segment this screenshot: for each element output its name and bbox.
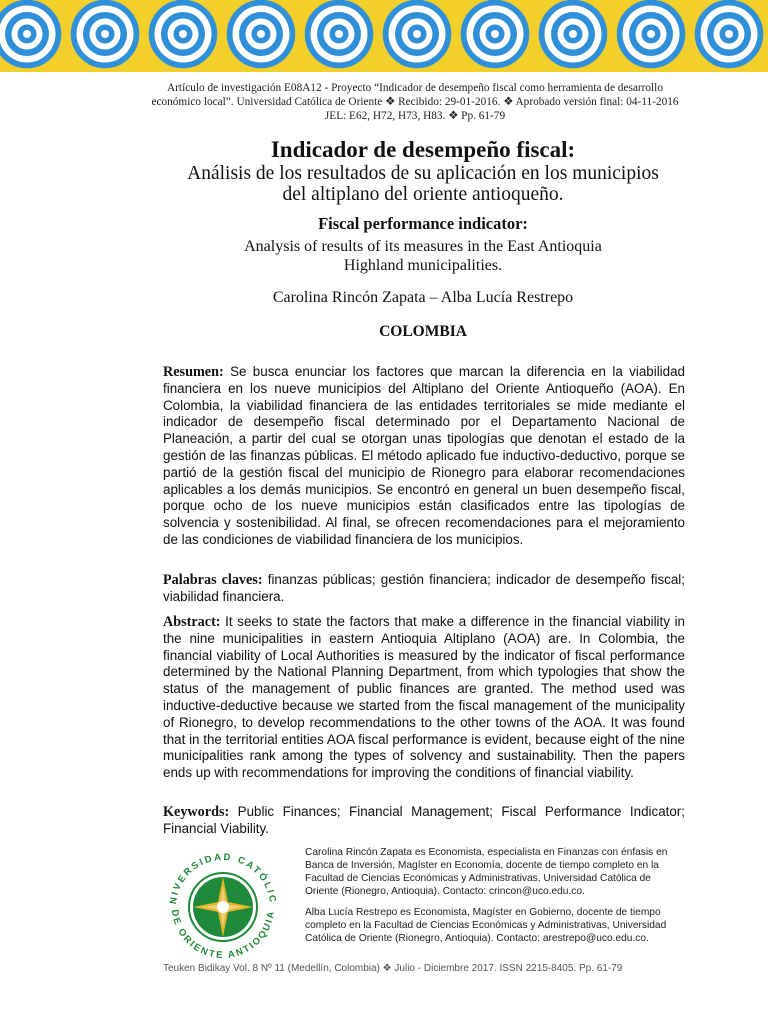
banner-target-circle — [694, 0, 764, 69]
banner-target-circle — [148, 0, 218, 69]
decorative-banner — [0, 0, 768, 72]
university-seal-icon — [162, 846, 284, 968]
english-subtitle-line-2: Highland municipalities. — [343, 257, 503, 274]
article-subtitle — [140, 163, 706, 205]
author-bio-1: Carolina Rincón Zapata es Economista, especialista en Finanzas con énfasis en Banca de Inversión, Magíster en Economía, docente de tiempo completo en la Facultad de Ciencias Económicas y Administrativas, Universidad Católica de Oriente (Rionegro, Antioquia). Contacto: crincon@uco.edu.co. — [305, 847, 668, 897]
banner-target-circle — [538, 0, 608, 69]
subtitle-line-2: del altiplano del oriente antioqueño. — [282, 184, 564, 205]
metadata-line-3: JEL: E62, H72, H73, H83. ❖ Pp. 61-79 — [324, 110, 506, 122]
english-subtitle — [140, 237, 706, 275]
resumen-text: Se busca enunciar los factores que marcan la diferencia en la viabilidad financiera en los nueve municipios del Altiplano del Oriente Antioqueño (AOA). En Colombia, la viabilidad financiera de las entidades territoriales se mide mediante el indicador de desempeño fiscal determinado por el Departamento Nacional de Planeación, a partir del cual se otorgan unas tipologías que denotan el estado de la gestión de las finanzas públicas. El método aplicado fue inductivo-deductivo, porque se partió de la gestión fiscal del municipio de Rionegro para elaborar recomendaciones aplicables a los demás municipios. Se encontró en general un buen desempeño fiscal, porque ocho de los nueve municipios están clasificados entre las tipologías de solvencia y sostenibilidad. Al final, se ofrecen recomendaciones para el mejoramiento de las condiciones de viabilidad financiera de los municipios. — [163, 364, 685, 547]
resumen-paragraph — [163, 364, 685, 549]
keywords-paragraph — [163, 804, 685, 838]
author-bios — [305, 846, 687, 953]
keywords-text: Public Finances; Financial Management; Fiscal Performance Indicator; Financial Viability. — [163, 804, 685, 836]
concentric-circles-pattern — [0, 0, 768, 72]
banner-target-circle — [304, 0, 374, 69]
abstract-paragraph — [163, 614, 685, 782]
article-metadata — [150, 81, 680, 123]
journal-footer: Teuken Bidikay Vol. 8 Nº 11 (Medellín, Colombia) ❖ Julio - Diciembre 2017. ISSN 2215-8405. Pp. 61-79 — [163, 963, 623, 974]
palabras-claves-text: finanzas públicas; gestión financiera; indicador de desempeño fiscal; viabilidad financiera. — [163, 572, 685, 604]
english-title: Fiscal performance indicator: — [318, 214, 528, 233]
banner-target-circle — [616, 0, 686, 69]
logo-center-dot — [217, 901, 229, 913]
banner-target-circle — [382, 0, 452, 69]
authors: Carolina Rincón Zapata – Alba Lucía Restrepo — [272, 289, 574, 306]
english-subtitle-line-1: Analysis of results of its measures in the East Antioquia — [244, 238, 602, 255]
metadata-line-1: Artículo de investigación E08A12 - Proyecto “Indicador de desempeño fiscal como herramienta de desarrollo — [167, 82, 663, 94]
banner-target-circle — [226, 0, 296, 69]
author-bio-2: Alba Lucía Restrepo es Economista, Magíster en Gobierno, docente de tiempo completo en la Facultad de Ciencias Económicas y Administrativas, Universidad Católica de Oriente (Rionegro, Antioquia). Contacto: arestrepo@uco.edu.co. — [305, 907, 667, 944]
keywords-label: Keywords: — [163, 804, 230, 820]
metadata-line-2: económico local”. Universidad Católica de Oriente ❖ Recibido: 29-01-2016. ❖ Aprobado versión final: 04-11-2016 — [151, 96, 679, 108]
logo-arc-top-text: NIVERSIDAD CATÓLIC — [167, 851, 279, 905]
subtitle-line-1: Análisis de los resultados de su aplicación en los municipios — [187, 163, 659, 184]
banner-target-circle — [70, 0, 140, 69]
abstract-label: Abstract: — [163, 614, 221, 630]
banner-target-circle — [460, 0, 530, 69]
country: COLOMBIA — [379, 323, 467, 340]
banner-target-circle — [0, 0, 62, 69]
abstract-text: It seeks to state the factors that make a difference in the financial viability in the nine municipalities in eastern Antioquia Altiplano (AOA) are. In Colombia, the financial viability of Local Authorities is measured by the indicator of fiscal performance determined by the National Planning Department, from which typologies that show the status of the management of public finances are granted. The method used was inductive-deductive because we started from the fiscal management of the municipality of Rionegro, to develop recommendations to the other towns of the AOA. It was found that in the territorial entities AOA fiscal performance is evident, because eight of the nine municipalities rank among the types of solvency and sustainability. Then the papers ends up with recommendations for improving the conditions of financial viability. — [163, 614, 685, 781]
resumen-label: Resumen: — [163, 364, 224, 380]
palabras-claves-label: Palabras claves: — [163, 572, 263, 588]
logo-arc-bottom-text: DE ORIENTE ANTIOQUIA — [168, 908, 278, 962]
article-title: Indicador de desempeño fiscal: — [270, 137, 576, 162]
palabras-claves-paragraph — [163, 572, 685, 606]
university-logo — [162, 846, 284, 968]
